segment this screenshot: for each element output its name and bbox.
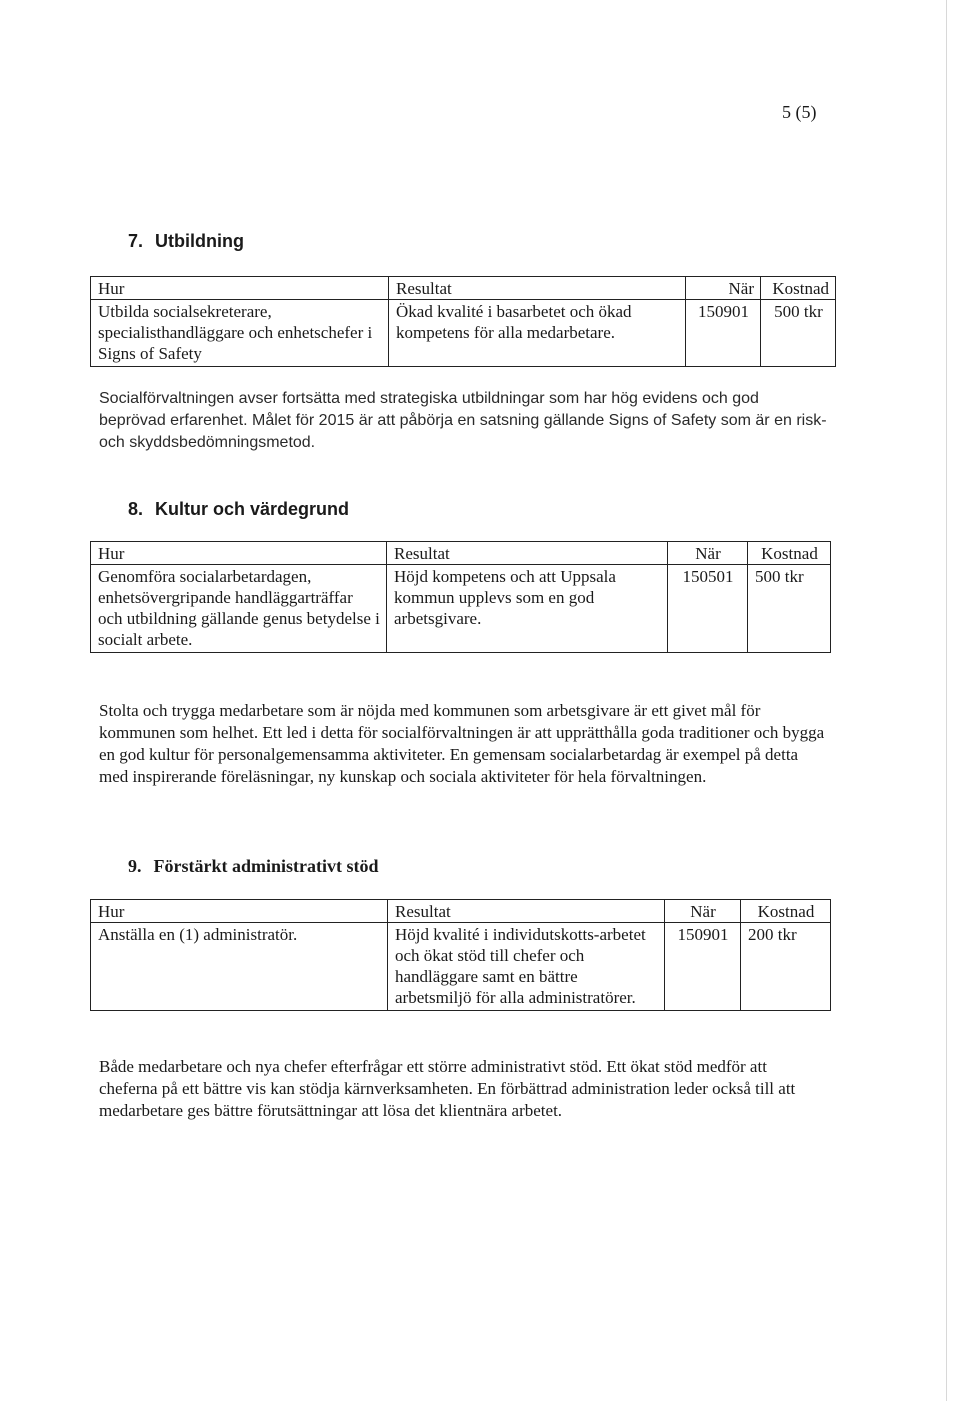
cell-hur: Genomföra socialarbetardagen, enhetsövergripande handläggarträffar och utbildning gällande genus betydelse i socialt arbete.	[91, 565, 387, 653]
section-number: 7.	[128, 231, 144, 251]
table-kultur	[90, 541, 831, 653]
cell-hur: Anställa en (1) administratör.	[91, 923, 388, 1011]
table-row	[91, 565, 831, 653]
section-heading-utbildning	[128, 231, 244, 252]
cell-resultat: Ökad kvalité i basarbetet och ökad kompetens för alla medarbetare.	[389, 300, 686, 367]
table-utbildning	[90, 276, 836, 367]
section-number: 9.	[128, 856, 142, 876]
table-header-row	[91, 542, 831, 565]
header-resultat: Resultat	[388, 900, 665, 923]
cell-nar: 150901	[686, 300, 761, 367]
header-nar: När	[668, 542, 748, 565]
page-number: 5 (5)	[782, 102, 817, 122]
header-hur: Hur	[91, 277, 389, 300]
cell-kostnad: 500 tkr	[761, 300, 836, 367]
cell-kostnad: 200 tkr	[741, 923, 831, 1011]
header-hur: Hur	[91, 542, 387, 565]
paragraph-administrativt-stod: Både medarbetare och nya chefer efterfrågar ett större administrativt stöd. Ett ökat stöd medför att cheferna på ett bättre vis kan stödja kärnverksamheten. En förbättrad administration leder också till att medarbetare ges bättre förutsättningar att lösa det klientnära arbetet.	[99, 1057, 796, 1120]
table-header-row	[91, 900, 831, 923]
header-nar: När	[665, 900, 741, 923]
table-row	[91, 300, 836, 367]
header-nar: När	[686, 277, 761, 300]
header-hur: Hur	[91, 900, 388, 923]
header-resultat: Resultat	[389, 277, 686, 300]
header-resultat: Resultat	[387, 542, 668, 565]
cell-nar: 150901	[665, 923, 741, 1011]
cell-resultat: Höjd kompetens och att Uppsala kommun upplevs som en god arbetsgivare.	[387, 565, 668, 653]
section-number: 8.	[128, 499, 144, 519]
section-heading-administrativt-stod	[128, 856, 378, 877]
page-edge-line	[946, 0, 947, 1401]
header-kostnad: Kostnad	[741, 900, 831, 923]
cell-kostnad: 500 tkr	[748, 565, 831, 653]
section-heading-kultur	[128, 499, 349, 520]
table-header-row	[91, 277, 836, 300]
cell-resultat: Höjd kvalité i individutskotts-arbetet och ökat stöd till chefer och handläggare samt en bättre arbetsmiljö för alla administratörer.	[388, 923, 665, 1011]
paragraph-kultur: Stolta och trygga medarbetare som är nöjda med kommunen som arbetsgivare är ett givet mål för kommunen som helhet. Ett led i detta för socialförvaltningen är att upprätthålla goda traditioner och bygga en god kultur för personalgemensamma aktiviteter. En gemensam socialarbetardag är exempel på detta med inspirerande föreläsningar, ny kunskap och sociala aktiviteter för hela förvaltningen.	[99, 701, 825, 786]
header-kostnad: Kostnad	[748, 542, 831, 565]
section-title: Förstärkt administrativt stöd	[153, 856, 379, 876]
table-row	[91, 923, 831, 1011]
header-kostnad: Kostnad	[761, 277, 836, 300]
cell-nar: 150501	[668, 565, 748, 653]
cell-hur: Utbilda socialsekreterare, specialisthandläggare och enhetschefer i Signs of Safety	[91, 300, 389, 367]
table-administrativt-stod	[90, 899, 831, 1011]
paragraph-utbildning: Socialförvaltningen avser fortsätta med strategiska utbildningar som har hög evidens och god beprövad erfarenhet. Målet för 2015 är att påbörja en satsning gällande Signs of Safety som är en risk- och skyddsbedömningsmetod.	[99, 390, 827, 451]
section-title: Kultur och värdegrund	[155, 499, 350, 519]
section-title: Utbildning	[155, 231, 244, 251]
